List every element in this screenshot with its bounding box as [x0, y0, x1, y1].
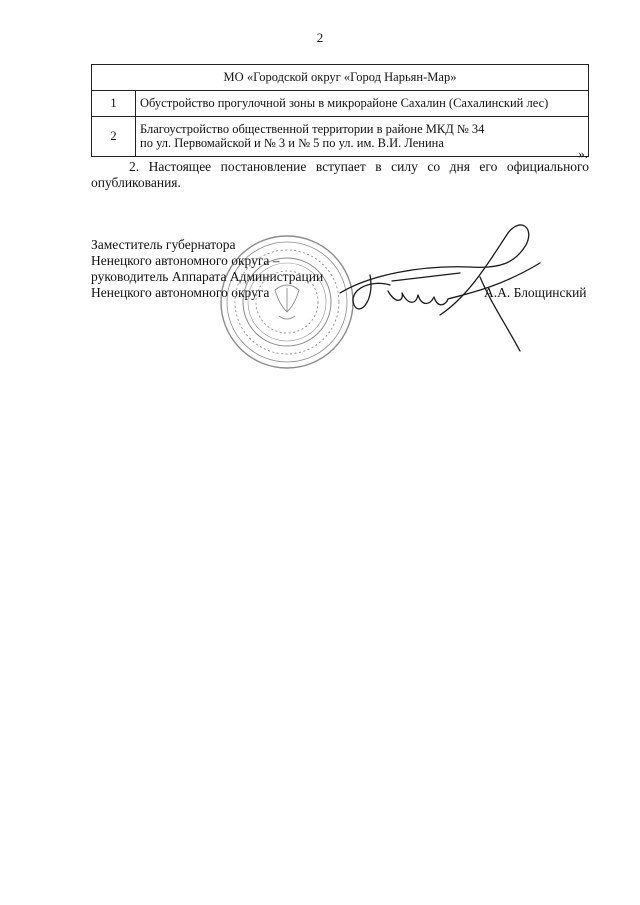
signer-title-line: Ненецкого автономного округа: [91, 285, 270, 300]
table-row: [92, 91, 589, 117]
table-header-row: [92, 65, 589, 91]
signer-title-line: Заместитель губернатора: [91, 237, 236, 252]
row-number: 2: [92, 117, 136, 157]
row-text: [136, 117, 589, 157]
signer-title-line: руководитель Аппарата Администрации: [91, 269, 324, 284]
signer-name: А.А. Блощинский: [484, 285, 587, 300]
effective-date-paragraph: 2. Настоящее постановление вступает в силу со дня его официального опубликования.: [91, 159, 589, 190]
row-text-line: Благоустройство общественной территории в районе МКД № 34: [140, 122, 485, 136]
row-number: 1: [92, 91, 136, 117]
territories-table: [91, 64, 589, 157]
closing-quote: ».: [578, 146, 588, 161]
table-row: [92, 117, 589, 157]
signer-title-line: Ненецкого автономного округа –: [91, 253, 280, 268]
row-text: Обустройство прогулочной зоны в микрорайоне Сахалин (Сахалинский лес): [136, 91, 589, 117]
page-number: 2: [316, 30, 324, 45]
row-text-line: по ул. Первомайской и № 3 и № 5 по ул. им. В.И. Ленина: [140, 136, 444, 150]
table-header: МО «Городской округ «Город Нарьян-Мар»: [92, 65, 589, 91]
